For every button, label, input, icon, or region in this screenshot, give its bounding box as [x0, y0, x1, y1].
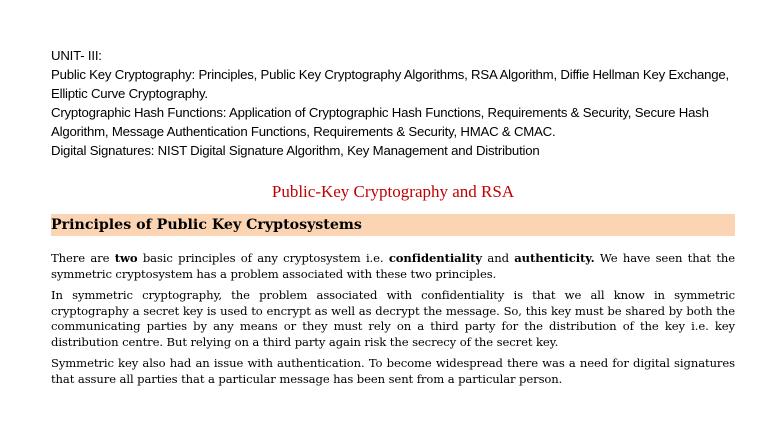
- syllabus-public-key: Public Key Cryptography: Principles, Public Key Cryptography Algorithms, RSA Algorithm, Diffie Hellman Key Exchange, Elliptic Curve Cryptography.: [51, 67, 730, 101]
- p1-bold-two: two: [114, 251, 138, 265]
- p1-bold-confidentiality: confidentiality: [388, 251, 483, 265]
- syllabus-hash-functions: Cryptographic Hash Functions: Application of Cryptographic Hash Functions, Requirements & Security, Secure Hash Algorithm, Message Authentication Functions, Requirements & Security, HMAC & CMAC.: [51, 105, 709, 139]
- section-heading: Principles of Public Key Cryptosystems: [51, 214, 735, 236]
- paragraph-confidentiality: In symmetric cryptography, the problem associated with confidentiality is that we all know in symmetric cryptography a secret key is used to encrypt as well as decrypt the message. So, this key must be shared by both the communicating parties by any means or they must rely on a third party for the distribution of the key i.e. key distribution centre. But relying on a third party again risk the secrecy of the secret key.: [51, 288, 735, 349]
- paragraph-principles: [51, 251, 735, 282]
- p1-bold-authenticity: authenticity.: [514, 251, 595, 265]
- document-page: [51, 46, 735, 393]
- p1-text-3: and: [482, 251, 515, 265]
- p1-text-4: We have seen that the symmetric cryptosystem has a problem associated with these two principles.: [51, 251, 736, 281]
- syllabus-block: [51, 46, 735, 160]
- p1-text-1: There are: [51, 251, 115, 265]
- body-text: [51, 251, 735, 387]
- paragraph-authentication: Symmetric key also had an issue with authentication. To become widespread there was a need for digital signatures that assure all parties that a particular message has been sent from a particular person.: [51, 356, 735, 386]
- p1-text-2: basic principles of any cryptosystem i.e.: [137, 251, 389, 265]
- document-title: Public-Key Cryptography and RSA: [271, 182, 515, 201]
- unit-label: UNIT- III:: [51, 48, 102, 63]
- syllabus-digital-signatures: Digital Signatures: NIST Digital Signature Algorithm, Key Management and Distribution: [51, 143, 540, 158]
